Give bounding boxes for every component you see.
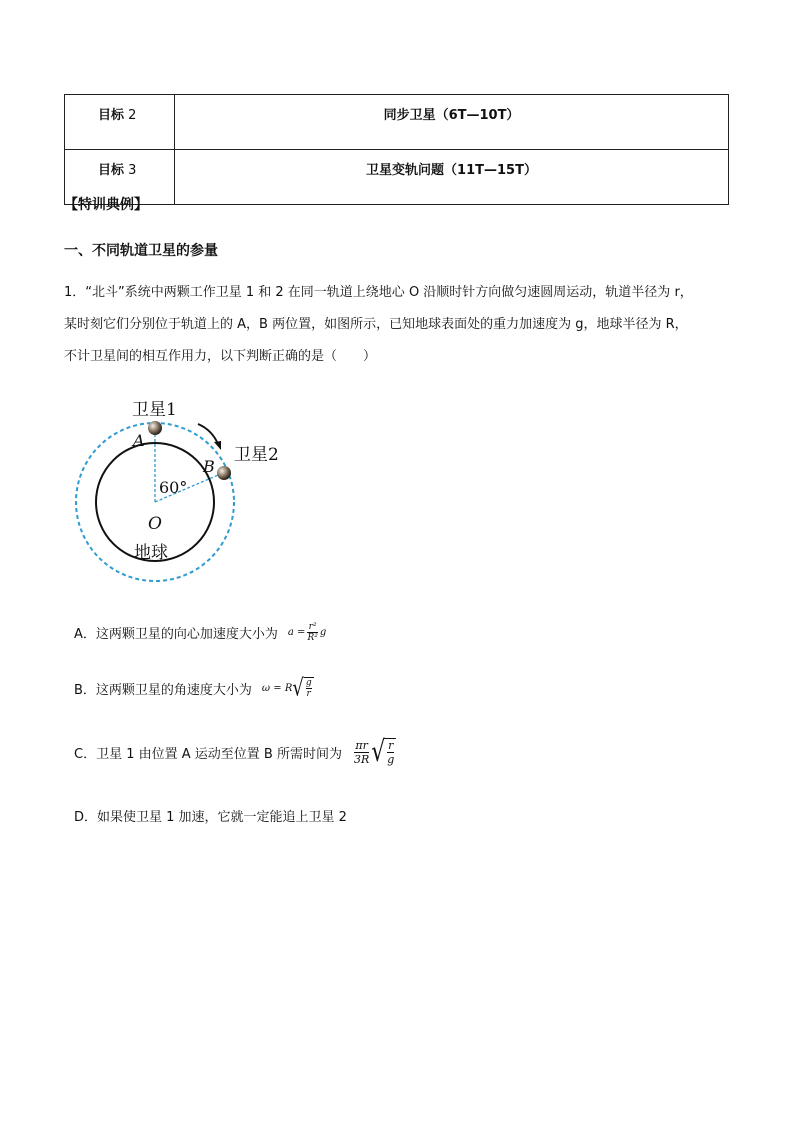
satellite-2 [217, 466, 231, 480]
question-line-2: 某时刻它们分别位于轨道上的 A，B 两位置，如图所示，已知地球表面处的重力加速度为 g，地球半径为 R， [64, 317, 688, 332]
point-b-label: B [203, 457, 215, 476]
question-line-3: 不计卫星间的相互作用力，以下判断正确的是（ ） [64, 349, 377, 364]
option-d-text: D．如果使卫星 1 加速，它就一定能追上卫星 2 [74, 810, 347, 825]
option-a[interactable] [74, 622, 326, 643]
option-a-fraction: $\frac{\text{r²}}{\text{R²}}$ [307, 622, 318, 643]
goal-value: 同步卫星（6T—10T） [175, 95, 729, 150]
table-row [65, 150, 729, 205]
goal-label: 目标 2 [65, 95, 175, 150]
goal-value: 卫星变轨问题（11T—15T） [175, 150, 729, 205]
section-one-heading: 一、不同轨道卫星的参量 [64, 243, 218, 259]
question-line-1: 1．“北斗”系统中两颗工作卫星 1 和 2 在同一轨道上绕地心 O 沿顺时针方向做匀速圆周运动，轨道半径为 r， [64, 285, 693, 300]
goal-label: 目标 3 [65, 150, 175, 205]
section-examples-heading: 【特训典例】 [64, 197, 148, 213]
earth-label: 地球 [134, 543, 168, 563]
option-c-text: C．卫星 1 由位置 A 运动至位置 B 所需时间为 [74, 746, 342, 762]
table-row [65, 95, 729, 150]
option-a-lhs: a = [287, 627, 306, 638]
option-a-tail: g [319, 627, 327, 638]
option-b-lhs: ω = R [261, 682, 293, 694]
option-b[interactable] [74, 674, 314, 702]
point-a-label: A [133, 431, 145, 450]
orbit-figure [70, 390, 310, 590]
sat1-label: 卫星1 [132, 400, 177, 420]
option-b-text: B．这两颗卫星的角速度大小为 [74, 682, 252, 698]
option-c-sqrt: √ $\frac{r}{g}$ [371, 735, 395, 769]
satellite-1 [148, 421, 162, 435]
option-c[interactable] [74, 735, 396, 769]
center-label: O [148, 514, 162, 534]
option-c-fraction: $\frac{\pi r}{3R}$ [353, 738, 370, 766]
option-b-sqrt: √ $\frac{g}{r}$ [292, 674, 312, 702]
angle-label: 60° [159, 478, 188, 497]
goal-table [64, 94, 729, 205]
option-a-text: A．这两颗卫星的向心加速度大小为 [74, 627, 278, 642]
option-d[interactable] [74, 806, 347, 825]
sat2-label: 卫星2 [234, 445, 279, 465]
clockwise-arrow [198, 424, 218, 444]
